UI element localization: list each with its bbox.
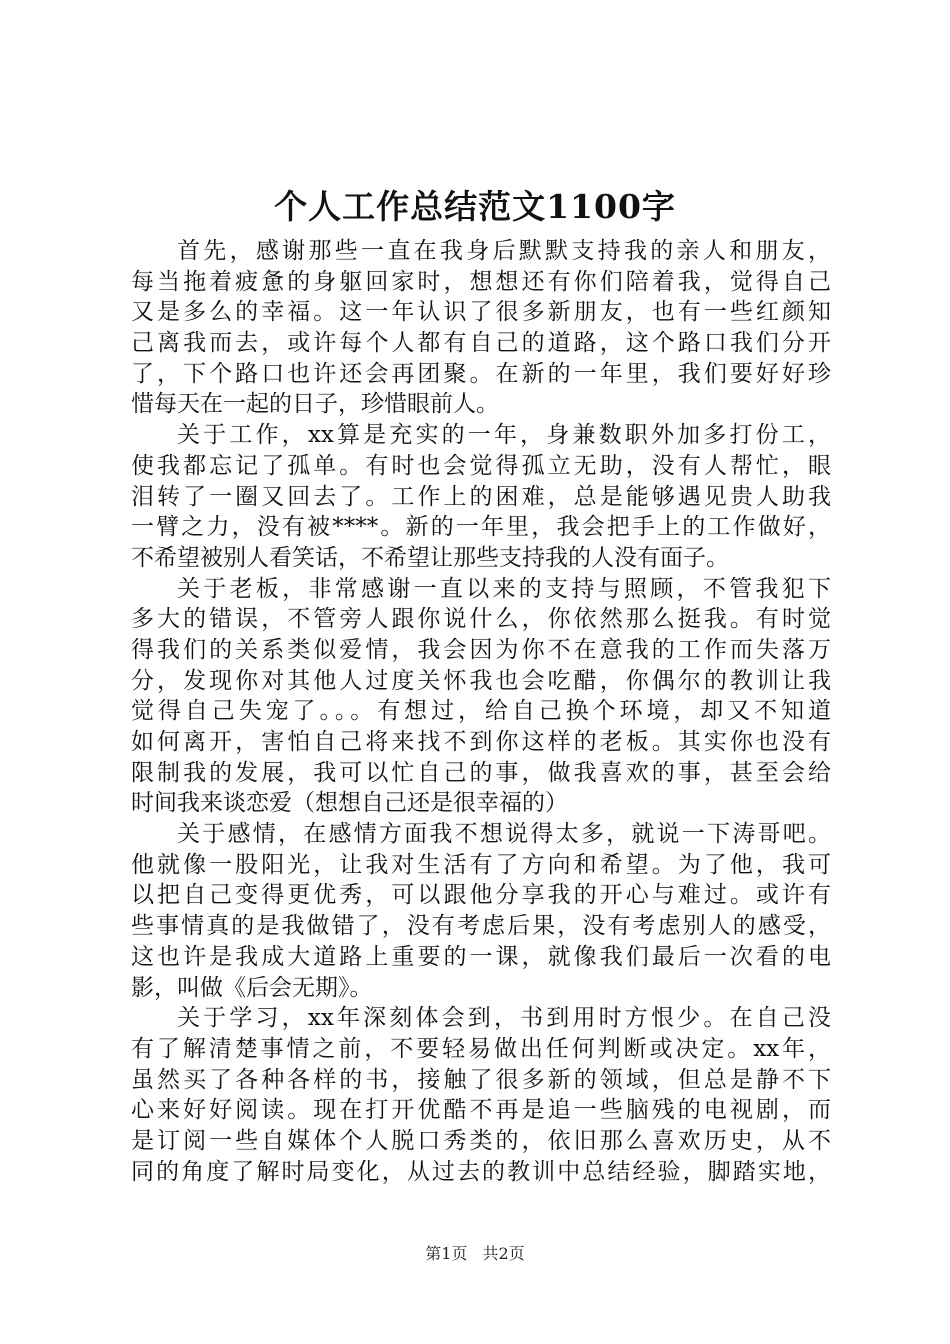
text-line: 时间我来谈恋爱（想想自己还是很幸福的） xyxy=(131,790,568,817)
text-line: 有了解清楚事情之前，不要轻易做出任何判断或决定。xx年， xyxy=(131,1035,831,1062)
text-line: 以把自己变得更优秀，可以跟他分享我的开心与难过。或许有 xyxy=(131,882,831,909)
document-title: 个人工作总结范文1100字 xyxy=(274,187,676,226)
page-total: 共2页 xyxy=(482,1244,525,1263)
text-line: 他就像一股阳光，让我对生活有了方向和希望。为了他，我可 xyxy=(131,851,831,878)
text-line: 些事情真的是我做错了，没有考虑后果，没有考虑别人的感受， xyxy=(131,913,831,940)
text-line: 每当拖着疲惫的身躯回家时，想想还有你们陪着我，觉得自己 xyxy=(131,268,831,295)
text-line: 关于感情，在感情方面我不想说得太多，就说一下涛哥吧。 xyxy=(177,821,831,848)
text-line: 是订阅一些自媒体个人脱口秀类的，依旧那么喜欢历史，从不 xyxy=(131,1127,831,1154)
text-line: 如何离开，害怕自己将来找不到你这样的老板。其实你也没有 xyxy=(131,729,831,755)
text-line: 心来好好阅读。现在打开优酷不再是追一些脑残的电视剧，而 xyxy=(131,1097,831,1124)
text-line: 了，下个路口也许还会再团聚。在新的一年里，我们要好好珍 xyxy=(131,360,831,387)
text-line: 分，发现你对其他人过度关怀我也会吃醋，你偶尔的教训让我 xyxy=(131,667,831,694)
text-line: 关于老板，非常感谢一直以来的支持与照顾，不管我犯下 xyxy=(177,575,831,602)
text-line: 己离我而去，或许每个人都有自己的道路，这个路口我们分开 xyxy=(131,330,831,357)
text-line: 首先，感谢那些一直在我身后默默支持我的亲人和朋友， xyxy=(177,238,831,264)
text-line: 多大的错误，不管旁人跟你说什么，你依然那么挺我。有时觉 xyxy=(131,606,831,633)
text-line: 又是多么的幸福。这一年认识了很多新朋友，也有一些红颜知 xyxy=(131,299,831,326)
text-line: 虽然买了各种各样的书，接触了很多新的领域，但总是静不下 xyxy=(131,1066,831,1093)
page-number: 第1页 xyxy=(425,1244,468,1263)
text-line: 不希望被别人看笑话，不希望让那些支持我的人没有面子。 xyxy=(131,544,729,571)
text-line: 得我们的关系类似爱情，我会因为你不在意我的工作而失落万 xyxy=(131,636,831,663)
text-line: 关于学习，xx年深刻体会到，书到用时方恨少。在自己没 xyxy=(177,1005,831,1032)
page-footer xyxy=(0,1243,950,1265)
text-line: 一臂之力，没有被****。新的一年里，我会把手上的工作做好， xyxy=(131,514,831,541)
text-line: 泪转了一圈又回去了。工作上的困难，总是能够遇见贵人助我 xyxy=(131,483,831,510)
text-line: 影，叫做《后会无期》。 xyxy=(131,974,373,1001)
text-line: 使我都忘记了孤单。有时也会觉得孤立无助，没有人帮忙，眼 xyxy=(131,452,831,479)
text-line: 这也许是我成大道路上重要的一课，就像我们最后一次看的电 xyxy=(131,943,831,970)
text-line: 关于工作，xx算是充实的一年，身兼数职外加多打份工， xyxy=(177,422,831,449)
document-body xyxy=(131,236,831,1187)
text-line: 惜每天在一起的日子，珍惜眼前人。 xyxy=(131,391,499,418)
text-line: 限制我的发展，我可以忙自己的事，做我喜欢的事，甚至会给 xyxy=(131,759,831,786)
text-line: 觉得自己失宠了。。。有想过，给自己换个环境，却又不知道 xyxy=(131,698,831,725)
text-line: 同的角度了解时局变化，从过去的教训中总结经验，脚踏实地， xyxy=(131,1158,831,1185)
